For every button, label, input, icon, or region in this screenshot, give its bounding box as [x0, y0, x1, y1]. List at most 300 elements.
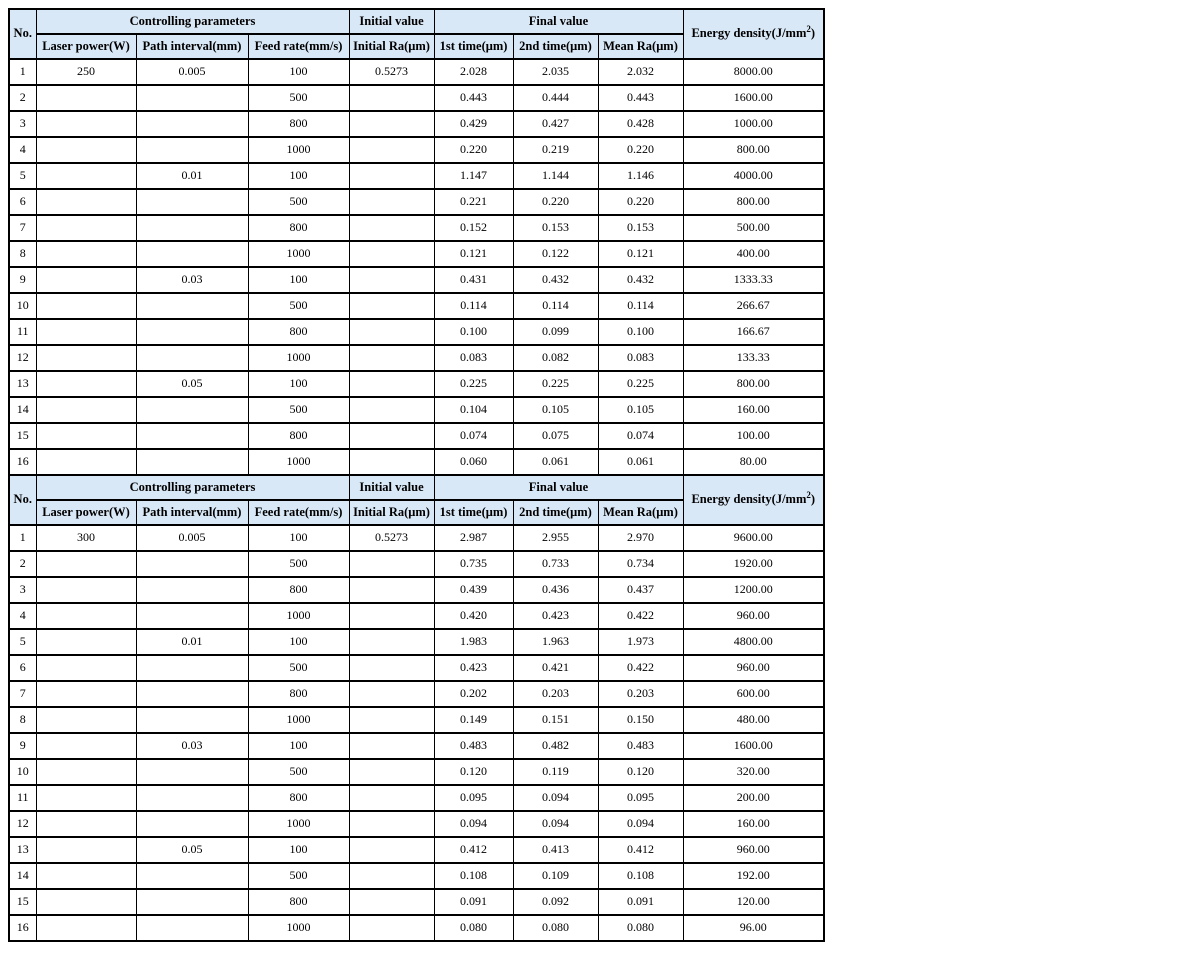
- header-initial-ra: Initial Ra(μm): [349, 500, 434, 525]
- cell-energy-density: 166.67: [683, 319, 824, 345]
- cell-first-time: 0.060: [434, 449, 513, 475]
- cell-mean-ra: 0.100: [598, 319, 683, 345]
- cell-no: 5: [9, 163, 36, 189]
- cell-first-time: 0.120: [434, 759, 513, 785]
- cell-laser-power: [36, 889, 136, 915]
- cell-energy-density: 100.00: [683, 423, 824, 449]
- cell-path-interval: [136, 319, 248, 345]
- cell-second-time: 0.220: [513, 189, 598, 215]
- cell-initial-ra: [349, 423, 434, 449]
- table-row: [9, 733, 824, 759]
- cell-laser-power: [36, 863, 136, 889]
- cell-energy-density: 960.00: [683, 655, 824, 681]
- cell-first-time: 0.095: [434, 785, 513, 811]
- cell-initial-ra: [349, 707, 434, 733]
- cell-laser-power: [36, 785, 136, 811]
- cell-energy-density: 266.67: [683, 293, 824, 319]
- cell-mean-ra: 0.150: [598, 707, 683, 733]
- cell-energy-density: 1600.00: [683, 733, 824, 759]
- cell-mean-ra: 0.483: [598, 733, 683, 759]
- cell-initial-ra: [349, 267, 434, 293]
- cell-no: 5: [9, 629, 36, 655]
- cell-energy-density: 200.00: [683, 785, 824, 811]
- cell-path-interval: [136, 551, 248, 577]
- cell-path-interval: 0.01: [136, 163, 248, 189]
- cell-first-time: 0.220: [434, 137, 513, 163]
- cell-initial-ra: [349, 215, 434, 241]
- cell-path-interval: [136, 655, 248, 681]
- cell-initial-ra: [349, 655, 434, 681]
- cell-no: 3: [9, 577, 36, 603]
- cell-energy-density: 400.00: [683, 241, 824, 267]
- cell-feed-rate: 500: [248, 85, 349, 111]
- cell-mean-ra: 0.095: [598, 785, 683, 811]
- table-row: [9, 59, 824, 85]
- cell-initial-ra: [349, 889, 434, 915]
- table-row: [9, 371, 824, 397]
- cell-path-interval: 0.01: [136, 629, 248, 655]
- cell-second-time: 0.219: [513, 137, 598, 163]
- cell-laser-power: [36, 707, 136, 733]
- cell-laser-power: [36, 577, 136, 603]
- cell-laser-power: [36, 449, 136, 475]
- cell-first-time: 0.080: [434, 915, 513, 941]
- cell-second-time: 0.061: [513, 449, 598, 475]
- header-second-time: 2nd time(μm): [513, 500, 598, 525]
- cell-second-time: 0.105: [513, 397, 598, 423]
- cell-feed-rate: 1000: [248, 345, 349, 371]
- cell-feed-rate: 100: [248, 629, 349, 655]
- cell-laser-power: [36, 551, 136, 577]
- cell-path-interval: [136, 863, 248, 889]
- header-controlling-parameters: Controlling parameters: [36, 9, 349, 34]
- cell-path-interval: [136, 215, 248, 241]
- cell-first-time: 0.431: [434, 267, 513, 293]
- cell-initial-ra: [349, 577, 434, 603]
- cell-first-time: 0.423: [434, 655, 513, 681]
- table-row: [9, 915, 824, 941]
- cell-second-time: 0.119: [513, 759, 598, 785]
- cell-first-time: 0.114: [434, 293, 513, 319]
- cell-initial-ra: [349, 85, 434, 111]
- cell-first-time: 0.443: [434, 85, 513, 111]
- cell-second-time: 0.427: [513, 111, 598, 137]
- cell-initial-ra: [349, 915, 434, 941]
- cell-initial-ra: [349, 837, 434, 863]
- cell-laser-power: [36, 733, 136, 759]
- cell-laser-power: [36, 759, 136, 785]
- cell-energy-density: 192.00: [683, 863, 824, 889]
- cell-second-time: 1.963: [513, 629, 598, 655]
- cell-feed-rate: 500: [248, 551, 349, 577]
- cell-second-time: 0.413: [513, 837, 598, 863]
- cell-first-time: 0.412: [434, 837, 513, 863]
- cell-feed-rate: 100: [248, 163, 349, 189]
- table-row: [9, 707, 824, 733]
- cell-path-interval: 0.005: [136, 59, 248, 85]
- table-row: [9, 811, 824, 837]
- laser-polishing-parameters-table: [8, 8, 825, 942]
- cell-first-time: 0.735: [434, 551, 513, 577]
- cell-energy-density: 1200.00: [683, 577, 824, 603]
- cell-initial-ra: [349, 785, 434, 811]
- cell-no: 7: [9, 681, 36, 707]
- cell-energy-density: 1000.00: [683, 111, 824, 137]
- header-no: No.: [9, 475, 36, 525]
- cell-second-time: 0.114: [513, 293, 598, 319]
- cell-laser-power: [36, 163, 136, 189]
- cell-laser-power: [36, 371, 136, 397]
- header-energy-density: [683, 475, 824, 525]
- cell-laser-power: [36, 137, 136, 163]
- cell-mean-ra: 0.094: [598, 811, 683, 837]
- cell-second-time: 0.153: [513, 215, 598, 241]
- cell-feed-rate: 100: [248, 733, 349, 759]
- header-group-row: [9, 475, 824, 500]
- energy-header-text: Energy density(J/mm: [691, 492, 807, 507]
- cell-first-time: 0.483: [434, 733, 513, 759]
- header-feed-rate: Feed rate(mm/s): [248, 34, 349, 59]
- cell-initial-ra: 0.5273: [349, 59, 434, 85]
- table-row: [9, 137, 824, 163]
- cell-mean-ra: 0.105: [598, 397, 683, 423]
- cell-initial-ra: [349, 397, 434, 423]
- cell-initial-ra: [349, 371, 434, 397]
- table-row: [9, 215, 824, 241]
- header-group-row: [9, 9, 824, 34]
- table-row: [9, 189, 824, 215]
- cell-no: 14: [9, 397, 36, 423]
- cell-feed-rate: 500: [248, 863, 349, 889]
- cell-laser-power: [36, 423, 136, 449]
- cell-second-time: 0.436: [513, 577, 598, 603]
- cell-path-interval: [136, 423, 248, 449]
- header-mean-ra: Mean Ra(μm): [598, 34, 683, 59]
- cell-second-time: 0.122: [513, 241, 598, 267]
- cell-feed-rate: 100: [248, 525, 349, 551]
- cell-second-time: 2.955: [513, 525, 598, 551]
- cell-energy-density: 800.00: [683, 189, 824, 215]
- cell-second-time: 0.080: [513, 915, 598, 941]
- table-row: [9, 655, 824, 681]
- header-path-interval: Path interval(mm): [136, 500, 248, 525]
- header-final-value: Final value: [434, 9, 683, 34]
- cell-laser-power: [36, 629, 136, 655]
- cell-feed-rate: 500: [248, 189, 349, 215]
- cell-initial-ra: [349, 111, 434, 137]
- cell-path-interval: 0.03: [136, 733, 248, 759]
- cell-mean-ra: 0.203: [598, 681, 683, 707]
- cell-path-interval: 0.03: [136, 267, 248, 293]
- table-row: [9, 111, 824, 137]
- header-first-time: 1st time(μm): [434, 34, 513, 59]
- cell-initial-ra: [349, 319, 434, 345]
- table-row: [9, 163, 824, 189]
- cell-energy-density: 1333.33: [683, 267, 824, 293]
- cell-mean-ra: 0.083: [598, 345, 683, 371]
- cell-energy-density: 9600.00: [683, 525, 824, 551]
- cell-no: 7: [9, 215, 36, 241]
- cell-initial-ra: 0.5273: [349, 525, 434, 551]
- cell-initial-ra: [349, 293, 434, 319]
- cell-feed-rate: 100: [248, 267, 349, 293]
- cell-path-interval: [136, 681, 248, 707]
- header-initial-ra: Initial Ra(μm): [349, 34, 434, 59]
- cell-energy-density: 800.00: [683, 371, 824, 397]
- cell-feed-rate: 800: [248, 681, 349, 707]
- cell-mean-ra: 0.422: [598, 655, 683, 681]
- cell-path-interval: 0.05: [136, 371, 248, 397]
- cell-no: 6: [9, 189, 36, 215]
- energy-header-text: Energy density(J/mm: [691, 26, 807, 41]
- cell-path-interval: [136, 811, 248, 837]
- cell-energy-density: 320.00: [683, 759, 824, 785]
- cell-second-time: 0.151: [513, 707, 598, 733]
- cell-laser-power: [36, 215, 136, 241]
- cell-feed-rate: 100: [248, 371, 349, 397]
- cell-no: 14: [9, 863, 36, 889]
- cell-feed-rate: 1000: [248, 449, 349, 475]
- table-row: [9, 759, 824, 785]
- cell-initial-ra: [349, 733, 434, 759]
- cell-initial-ra: [349, 863, 434, 889]
- table-row: [9, 293, 824, 319]
- cell-second-time: 0.733: [513, 551, 598, 577]
- energy-header-superscript: 2: [806, 489, 811, 500]
- cell-mean-ra: 0.428: [598, 111, 683, 137]
- cell-second-time: 0.075: [513, 423, 598, 449]
- cell-laser-power: 300: [36, 525, 136, 551]
- cell-feed-rate: 100: [248, 837, 349, 863]
- cell-mean-ra: 0.422: [598, 603, 683, 629]
- cell-no: 6: [9, 655, 36, 681]
- cell-initial-ra: [349, 759, 434, 785]
- cell-no: 16: [9, 449, 36, 475]
- cell-no: 13: [9, 371, 36, 397]
- cell-second-time: 0.094: [513, 811, 598, 837]
- header-first-time: 1st time(μm): [434, 500, 513, 525]
- cell-initial-ra: [349, 681, 434, 707]
- cell-first-time: 0.202: [434, 681, 513, 707]
- cell-feed-rate: 800: [248, 319, 349, 345]
- cell-no: 15: [9, 423, 36, 449]
- cell-path-interval: [136, 111, 248, 137]
- cell-energy-density: 160.00: [683, 811, 824, 837]
- header-energy-density: [683, 9, 824, 59]
- cell-initial-ra: [349, 345, 434, 371]
- cell-no: 1: [9, 525, 36, 551]
- table-row: [9, 863, 824, 889]
- cell-second-time: 1.144: [513, 163, 598, 189]
- table-row: [9, 449, 824, 475]
- cell-laser-power: [36, 837, 136, 863]
- cell-no: 11: [9, 785, 36, 811]
- cell-feed-rate: 1000: [248, 137, 349, 163]
- cell-initial-ra: [349, 137, 434, 163]
- cell-feed-rate: 1000: [248, 603, 349, 629]
- table-row: [9, 603, 824, 629]
- header-final-value: Final value: [434, 475, 683, 500]
- header-laser-power: Laser power(W): [36, 34, 136, 59]
- cell-feed-rate: 1000: [248, 811, 349, 837]
- cell-mean-ra: 0.153: [598, 215, 683, 241]
- cell-path-interval: [136, 85, 248, 111]
- cell-feed-rate: 500: [248, 759, 349, 785]
- cell-second-time: 0.094: [513, 785, 598, 811]
- cell-mean-ra: 0.114: [598, 293, 683, 319]
- cell-energy-density: 960.00: [683, 837, 824, 863]
- cell-energy-density: 1600.00: [683, 85, 824, 111]
- cell-first-time: 1.147: [434, 163, 513, 189]
- cell-first-time: 0.121: [434, 241, 513, 267]
- cell-initial-ra: [349, 163, 434, 189]
- cell-mean-ra: 0.121: [598, 241, 683, 267]
- cell-mean-ra: 2.970: [598, 525, 683, 551]
- cell-initial-ra: [349, 189, 434, 215]
- header-feed-rate: Feed rate(mm/s): [248, 500, 349, 525]
- cell-no: 4: [9, 603, 36, 629]
- cell-energy-density: 8000.00: [683, 59, 824, 85]
- cell-initial-ra: [349, 551, 434, 577]
- cell-energy-density: 960.00: [683, 603, 824, 629]
- cell-no: 4: [9, 137, 36, 163]
- cell-mean-ra: 0.734: [598, 551, 683, 577]
- table-row: [9, 345, 824, 371]
- cell-second-time: 0.421: [513, 655, 598, 681]
- table-row: [9, 551, 824, 577]
- table-row: [9, 577, 824, 603]
- table-row: [9, 837, 824, 863]
- table-row: [9, 397, 824, 423]
- cell-no: 8: [9, 241, 36, 267]
- cell-feed-rate: 800: [248, 423, 349, 449]
- cell-first-time: 0.104: [434, 397, 513, 423]
- energy-header-close: ): [810, 26, 816, 41]
- cell-first-time: 0.149: [434, 707, 513, 733]
- cell-feed-rate: 800: [248, 785, 349, 811]
- table-row: [9, 85, 824, 111]
- cell-no: 15: [9, 889, 36, 915]
- cell-second-time: 0.482: [513, 733, 598, 759]
- cell-second-time: 0.092: [513, 889, 598, 915]
- cell-no: 2: [9, 551, 36, 577]
- cell-initial-ra: [349, 629, 434, 655]
- cell-energy-density: 800.00: [683, 137, 824, 163]
- header-initial-value: Initial value: [349, 9, 434, 34]
- cell-initial-ra: [349, 603, 434, 629]
- cell-second-time: 0.099: [513, 319, 598, 345]
- cell-second-time: 0.423: [513, 603, 598, 629]
- table-row: [9, 629, 824, 655]
- cell-path-interval: [136, 759, 248, 785]
- cell-feed-rate: 800: [248, 889, 349, 915]
- cell-energy-density: 500.00: [683, 215, 824, 241]
- cell-no: 1: [9, 59, 36, 85]
- table-row: [9, 319, 824, 345]
- cell-energy-density: 80.00: [683, 449, 824, 475]
- cell-first-time: 0.083: [434, 345, 513, 371]
- cell-laser-power: [36, 655, 136, 681]
- cell-second-time: 0.109: [513, 863, 598, 889]
- table-row: [9, 423, 824, 449]
- header-path-interval: Path interval(mm): [136, 34, 248, 59]
- header-mean-ra: Mean Ra(μm): [598, 500, 683, 525]
- cell-path-interval: [136, 915, 248, 941]
- cell-mean-ra: 0.220: [598, 137, 683, 163]
- cell-no: 11: [9, 319, 36, 345]
- cell-laser-power: [36, 319, 136, 345]
- cell-laser-power: [36, 915, 136, 941]
- cell-first-time: 0.108: [434, 863, 513, 889]
- cell-mean-ra: 0.061: [598, 449, 683, 475]
- cell-first-time: 0.439: [434, 577, 513, 603]
- cell-laser-power: [36, 397, 136, 423]
- cell-energy-density: 120.00: [683, 889, 824, 915]
- cell-laser-power: [36, 267, 136, 293]
- cell-no: 13: [9, 837, 36, 863]
- cell-mean-ra: 0.108: [598, 863, 683, 889]
- cell-no: 12: [9, 345, 36, 371]
- cell-first-time: 0.094: [434, 811, 513, 837]
- cell-path-interval: [136, 345, 248, 371]
- table-row: [9, 241, 824, 267]
- cell-first-time: 0.221: [434, 189, 513, 215]
- cell-energy-density: 1920.00: [683, 551, 824, 577]
- cell-no: 12: [9, 811, 36, 837]
- cell-mean-ra: 0.220: [598, 189, 683, 215]
- cell-path-interval: [136, 397, 248, 423]
- header-controlling-parameters: Controlling parameters: [36, 475, 349, 500]
- header-laser-power: Laser power(W): [36, 500, 136, 525]
- cell-laser-power: [36, 345, 136, 371]
- cell-no: 2: [9, 85, 36, 111]
- cell-laser-power: [36, 85, 136, 111]
- cell-laser-power: [36, 189, 136, 215]
- cell-laser-power: [36, 111, 136, 137]
- cell-mean-ra: 0.225: [598, 371, 683, 397]
- cell-feed-rate: 1000: [248, 241, 349, 267]
- cell-second-time: 0.432: [513, 267, 598, 293]
- cell-second-time: 0.203: [513, 681, 598, 707]
- cell-feed-rate: 500: [248, 397, 349, 423]
- cell-first-time: 0.100: [434, 319, 513, 345]
- cell-mean-ra: 0.074: [598, 423, 683, 449]
- cell-mean-ra: 0.091: [598, 889, 683, 915]
- cell-mean-ra: 0.412: [598, 837, 683, 863]
- cell-energy-density: 600.00: [683, 681, 824, 707]
- energy-header-superscript: 2: [806, 23, 811, 34]
- table-row: [9, 267, 824, 293]
- cell-initial-ra: [349, 241, 434, 267]
- cell-first-time: 0.074: [434, 423, 513, 449]
- cell-feed-rate: 100: [248, 59, 349, 85]
- cell-path-interval: [136, 137, 248, 163]
- cell-energy-density: 4000.00: [683, 163, 824, 189]
- cell-initial-ra: [349, 449, 434, 475]
- cell-laser-power: [36, 293, 136, 319]
- cell-first-time: 0.420: [434, 603, 513, 629]
- cell-path-interval: [136, 785, 248, 811]
- cell-laser-power: [36, 681, 136, 707]
- cell-energy-density: 480.00: [683, 707, 824, 733]
- table-row: [9, 785, 824, 811]
- cell-laser-power: 250: [36, 59, 136, 85]
- table-row: [9, 681, 824, 707]
- cell-second-time: 0.444: [513, 85, 598, 111]
- cell-first-time: 0.091: [434, 889, 513, 915]
- cell-no: 3: [9, 111, 36, 137]
- cell-initial-ra: [349, 811, 434, 837]
